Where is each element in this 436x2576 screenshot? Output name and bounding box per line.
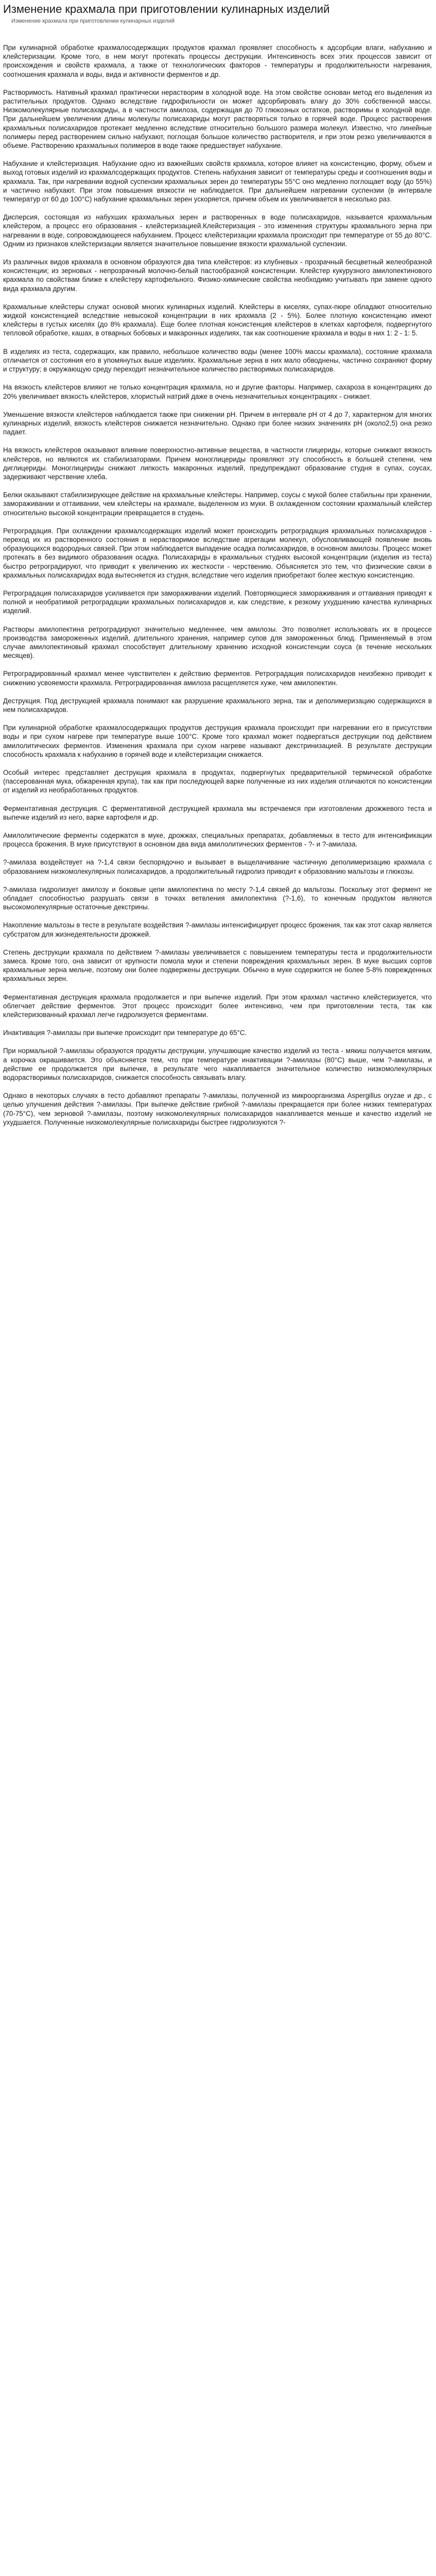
- paragraph: ?-амилаза гидролизует амилозу и боковые цепи амилопектина по месту ?-1,4 связей до мальтозы. Поскольку этот фермент не обладает способностью разрушать связи в точках ветвления амилопектина (?-1,6), то конечным продуктом являются высокомолекулярные остаточные декстрины.: [3, 885, 432, 911]
- paragraph: Амилолитические ферменты содержатся в муке, дрожжах, специальных препаратах, добавляемых в тесто для интенсификации процесса брожения. В муке присутствуют в основном два вида амилолитических ферментов - ?- и ?-амилаза.: [3, 832, 432, 849]
- breadcrumb: [11, 18, 432, 25]
- paragraph: На вязкость клейстеров оказывают влияние поверхностно-активные вещества, в частности глицериды, которые снижают вязкость клейстеров, но являются их стабилизаторами. Причем моноглицериды проявляют эту способность в большей степени, чем диглицериды. Моноглицериды снижают липкость макаронных изделий, предупреждают образование студня в супах, соусах, задерживают черствение хлеба.: [3, 446, 432, 481]
- paragraph: Ретроградированный крахмал менее чувствителен к действию ферментов. Ретроградация полисахаридов неизбежно приводит к снижению усвояемости крахмала. Ретроградированная амилоза расщепляется хуже, чем амилопектин.: [3, 670, 432, 687]
- paragraph: Накопление мальтозы в тесте в результате воздействия ?-амилазы интенсифицирует процесс брожения, так как этот сахар является субстратом для жизнедеятельности дрожжей.: [3, 921, 432, 938]
- page-title: Изменение крахмала при приготовлении кулинарных изделий: [3, 3, 330, 15]
- paragraph: На вязкость клейстеров влияют не только концентрация крахмала, но и другие факторы. Например, сахароза в концентрациях до 20% увеличивает вязкость клейстеров, хлористый натрий даже в очень незначительных концентрациях - снижает.: [3, 383, 432, 400]
- paragraph: Ферментативная деструкция крахмала продолжается и при выпечке изделий. При этом крахмал частично клейстеризуется, что облегчает действие ферментов. Этот процесс происходит более интенсивно, чем при приготовлении теста, так как клейстеризованный крахмал легче гидролизуется ферментами.: [3, 993, 432, 1019]
- page: [0, 2, 436, 1127]
- paragraph: Набухание и клейстеризация. Набухание одно из важнейших свойств крахмала, которое влияет на консистенцию, форму, объем и выход готовых изделий из крахмалсодержащих продуктов. Степень набухания зависит от температуры среды и соотношения воды и крахмала. Так, при нагревании водной суспензии крахмальных зерен до температуры 55°С оно медленно поглощает воду (до 55%) и частично набухают. При этом повышения вязкости не наблюдается. При дальнейшем нагревании суспензии (в интервале температур от 60 до 100°С) набухание крахмальных зерен ускоряется, причем объем их увеличивается в несколько раз.: [3, 160, 432, 204]
- paragraph: При кулинарной обработке крахмалосодержащих продуктов деструкция крахмала происходит при нагревании его в присутствии воды и при сухом нагреве при температуре выше 100°С. Кроме того крахмал может подвергаться деструкции под действием амилолитических ферментов. Изменения крахмала при сухом нагреве называют декстринизацией. В результате деструкции способность крахмала к набуханию в горячей воде и клейстеризации снижается.: [3, 724, 432, 758]
- paragraph: ?-амилаза воздействует на ?-1,4 связи беспорядочно и вызывает в выщелачивание частичную деполимеризацию крахмала с образованием низкомолекулярных полисахаридов, а продолжительный гидролиз приводит к образованию мальтозы и глюкозы.: [3, 858, 432, 875]
- paragraph: Дисперсия, состоящая из набухших крахмальных зерен и растворенных в воде полисахаридов, называется крахмальным клейстером, а процесс его образования - клейстеризацией.Клейстеризация - это изменения структуры крахмального зерна при нагревании в воде, сопровождающееся набуханием. Процесс клейстеризации крахмала происходит при температуре от 55 до 80°С. Одним из признаков клейстеризации является значительное повышение вязкости крахмальной суспензии.: [3, 213, 432, 248]
- paragraph: Растворы амилопектина ретроградируют значительно медленнее, чем амилозы. Это позволяет использовать их в процессе производства замороженных изделий, длительного хранения, например супов для замороженных блюд. Применяемый в этом случае амилопектиновый крахмал способствует длительному хранению исходной консистенции соуса (в течение нескольких месяцев).: [3, 625, 432, 660]
- paragraph: Особый интерес представляет деструкция крахмала в продуктах, подвергнутых предварительной термической обработке (пассерованная мука, обжаренная крупа), так как при последующей варке полученные из них изделия отличаются по консистенции от изделий из необработанных продуктов.: [3, 769, 432, 794]
- paragraph: При кулинарной обработке крахмалосодержащих продуктов крахмал проявляет способность к адсорбции влаги, набуханию и клейстеризации. Кроме того, в нем могут протекать процессы деструкции. Интенсивность всех этих процессов зависит от происхождения и свойств крахмала, а также от технологических факторов - температуры и продолжительности нагревания, соотношения крахмала и воды, вида и активности ферментов и др.: [3, 44, 432, 78]
- paragraph: Белки оказывают стабилизирующее действие на крахмальные клейстеры. Например, соусы с мукой более стабильны при хранении, замораживании и оттаивании, чем клейстеры на крахмале, выделенном из муки. В охлажденном состоянии крахмальный клейстер относительно высокой концентрации превращается в студень.: [3, 491, 432, 517]
- paragraph: Растворимость. Нативный крахмал практически нерастворим в холодной воде. На этом свойстве основан метод его выделения из растительных продуктов. Однако вследствие гидрофильности он может адсорбировать влагу до 30% собственной массы. Низкомолекулярные полисахариды, а в частности амилоза, содержащая до 70 глюкозных остатков, растворимы в холодной воде. При дальнейшем увеличении длины молекулы полисахариды могут растворяться только в горячей воде. Процесс растворения крахмальных полисахаридов протекает медленно вследствие относительно большого размера молекул. Известно, что линейные полимеры перед растворением сильно набухают, поглощая большое количество растворителя, и при этом резко увеличиваются в объеме. Растворению крахмальных полимеров в воде также предшествует набухание.: [3, 88, 432, 150]
- paragraph: Ферментативная деструкция. С ферментативной деструкцией крахмала мы встречаемся при изготовлении дрожжевого теста и выпечке изделий из него, варке картофеля и др.: [3, 804, 432, 821]
- paragraph: Ретроградация. При охлаждении крахмалсодержащих изделий может происходить ретроградация крахмальных полисахаридов - переход их из растворенного состояния в нерастворимое вследствие агрегации молекул, обусловливающей появление вновь образующихся водородных связей. При этом наблюдается выпадение осадка полисахаридов, в основном амилозы. Процесс может протекать в без видимого образования осадка. Полисахариды в крахмальных студнях высокой концентрации (изделия из теста) быстро ретроградируют, что приводит к увеличению их жесткости - черствению. Объясняется это тем, что физические связи в крахмальных полисахаридах вода вытесняется из студня, вследствие чего изделия приобретают более жесткую консистенцию.: [3, 527, 432, 579]
- paragraph: Степень деструкции крахмала по действием ?-амилазы увеличивается с повышением температуры теста и продолжительности замеса. Кроме того, она зависит от крупности помола муки и степени повреждения крахмальных зерен. В муке высших сортов крахмальные зерна мельче, поэтому они более подвержены деструкции. Обычно в муке содержится не более 5-8% поврежденных крахмальных зерен.: [3, 948, 432, 983]
- article-body: [3, 43, 432, 1127]
- paragraph: В изделиях из теста, содержащих, как правило, небольшое количество воды (менее 100% массы крахмала), состояние крахмала отличается от состояния его в упомянутых выше изделиях. Крахмальные зерна в них мало обводнены, частично сохраняют форму и структуру; в окружающую среду переходит незначительное количество растворимых полисахаридов.: [3, 347, 432, 374]
- paragraph: Деструкция. Под деструкцией крахмала понимают как разрушение крахмального зерна, так и деполимеризацию содержащихся в нем полисахаридов.: [3, 697, 432, 714]
- paragraph: Уменьшение вязкости клейстеров наблюдается также при снижении рН. Причем в интервале рН от 4 до 7, характерном для многих кулинарных изделий, вязкость клейстеров снижается незначительно. Однако при более низких значениях рН (около2,5) она резко падает.: [3, 410, 432, 436]
- breadcrumb-current-link[interactable]: Изменение крахмала: [11, 18, 67, 24]
- paragraph: Однако в некоторых случаях в тесто добавляют препараты ?-амилазы, полученной из микроорганизма Aspergillus oryzae и др., с целью улучшения действия ?-амилазы. При выпечке действие грибной ?-амилазы прекращается при более низких температурах (70-75°С), чем зерновой ?-амилазы, поэтому низкомолекулярных полисахаридов накапливается меньше и качество изделий не ухудшается. Полученные низкомолекулярные полисахариды быстрее гидролизуются ?-: [3, 1092, 432, 1126]
- paragraph: Ретроградация полисахаридов усиливается при замораживании изделий. Повторяющиеся замораживания и оттаивания приводят к полной и необратимой ретроградации крахмальных полисахаридов и, как следствие, к резкому ухудшению качества кулинарных изделий.: [3, 589, 432, 615]
- paragraph: Инактивация ?-амилазы при выпечке происходит при температуре до 65°С.: [3, 1029, 247, 1037]
- paragraph: При нормальной ?-амилазы образуются продукты деструкции, улучшающие качество изделий из теста - мякиш получается мягким, а корочка окрашивается. Это объясняется тем, что при температуре инактивации ?-амилазы (80°С) выше, чем ?-амилазы, и действие ее продолжается при выпечке, в результате чего накапливается значительное количество низкомолекулярных водорастворимых полисахаридов, снижается способность связывать влагу.: [3, 1047, 432, 1082]
- breadcrumb-separator: при: [68, 18, 79, 24]
- breadcrumb-rest-link[interactable]: приготовлении кулинарных изделий: [80, 18, 175, 24]
- paragraph: Крахмальные клейстеры служат основой многих кулинарных изделий. Клейстеры в киселях, супах-пюре обладают относительно жидкой консистенцией вследствие невысокой концентрации в них крахмала (2 - 5%). Более плотную консистенцию имеют клейстеры в густых киселях (до 8% крахмала). Еще более плотная консистенция клейстеров в клетках картофеля, подвергнутого тепловой обработке, кашах, в отварных бобовых и макаронных изделиях, так как соотношение крахмала и воды в них 1: 2 - 1: 5.: [3, 302, 432, 337]
- paragraph: Из различных видов крахмала в основном образуются два типа клейстеров: из клубневых - прозрачный бесцветный желеобразной консистенции; из зерновых - непрозрачный молочно-белый пастообразной консистенции. Клейстер кукурузного амилопектинового крахмала по свойствам ближе к клейстеру картофельного. Физико-химические свойства необходимо учитывать при замене одного вида крахмала другим.: [3, 258, 432, 293]
